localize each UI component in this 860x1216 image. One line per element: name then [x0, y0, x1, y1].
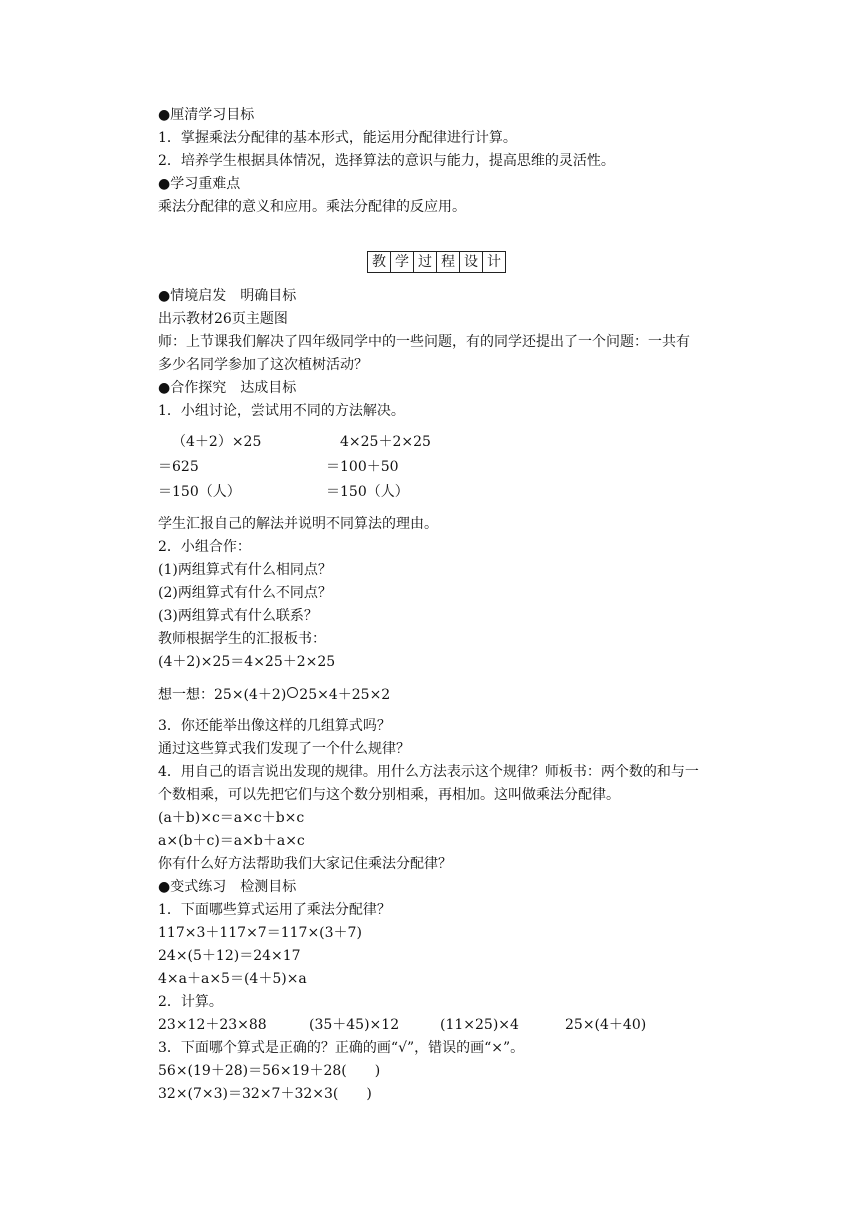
goal-item-1: 1．掌握乘法分配律的基本形式，能运用分配律进行计算。: [158, 130, 517, 146]
goal-heading: ●厘清学习目标: [158, 107, 255, 123]
teacher-line-1: 师：上节课我们解决了四年级同学中的一些问题，有的同学还提出了一个问题：一共有: [158, 334, 690, 350]
heading-char: 程: [436, 251, 460, 273]
key-points-heading: ●学习重难点: [158, 176, 241, 192]
process-design-heading: [367, 251, 505, 273]
heading-char: 学: [390, 251, 414, 273]
calc-right-line-1: 4×25＋2×25: [340, 434, 431, 450]
goal-item-2: 2．培养学生根据具体情况，选择算法的意识与能力，提高思维的灵活性。: [158, 153, 615, 169]
exercise-3-a: 56×(19＋28)＝56×19＋28( ): [158, 1063, 381, 1079]
exercise-2-item-1: 23×12＋23×88: [158, 1017, 267, 1033]
exercise-2: 2．计算。: [158, 994, 223, 1010]
calc-right-line-3: ＝150（人）: [326, 484, 409, 500]
exercise-2-item-3: (11×25)×4: [440, 1017, 519, 1033]
key-points-text: 乘法分配律的意义和应用。乘法分配律的反应用。: [158, 199, 466, 215]
exercise-1: 1．下面哪些算式运用了乘法分配律？: [158, 902, 391, 918]
board-formula: (4＋2)×25＝4×25＋2×25: [158, 654, 336, 670]
explore-step-4-line-2: 个数相乘，可以先把它们与这个数分别相乘，再相加。这叫做乘法分配律。: [158, 787, 620, 803]
question-2: (2)两组算式有什么不同点？: [158, 585, 332, 601]
question-3: (3)两组算式有什么联系？: [158, 608, 318, 624]
exercise-1-a: 117×3＋117×7＝117×(3＋7): [158, 925, 362, 941]
student-report: 学生汇报自己的解法并说明不同算法的理由。: [158, 516, 438, 532]
calc-left-line-2: ＝625: [158, 459, 199, 475]
exercise-1-c: 4×a＋a×5＝(4＋5)×a: [158, 971, 307, 987]
exercise-3-b: 32×(7×3)＝32×7＋32×3( ): [158, 1086, 372, 1102]
think-line: [158, 686, 390, 704]
calc-right-line-2: ＝100＋50: [326, 459, 399, 475]
heading-char: 过: [413, 251, 437, 273]
memory-question: 你有什么好方法帮助我们大家记住乘法分配律？: [158, 856, 452, 872]
calc-left-line-3: ＝150（人）: [158, 484, 241, 500]
distributive-rule-1: (a＋b)×c＝a×c＋b×c: [158, 810, 305, 826]
section-heading-practice: ●变式练习 检测目标: [158, 879, 297, 895]
section-heading-explore: ●合作探究 达成目标: [158, 380, 297, 396]
heading-char: 设: [459, 251, 483, 273]
explore-step-3b: 通过这些算式我们发现了一个什么规律？: [158, 741, 410, 757]
explore-step-3: 3．你还能举出像这样的几组算式吗？: [158, 718, 391, 734]
heading-char: 教: [367, 251, 391, 273]
explore-step-4-line-1: 4．用自己的语言说出发现的规律。用什么方法表示这个规律？师板书：两个数的和与一: [158, 764, 699, 780]
textbook-line: 出示教材26页主题图: [158, 311, 288, 327]
calc-left-line-1: （4＋2）×25: [172, 434, 262, 450]
section-heading-context: ●情境启发 明确目标: [158, 288, 297, 304]
question-1: (1)两组算式有什么相同点？: [158, 562, 332, 578]
explore-step-2: 2．小组合作：: [158, 539, 251, 555]
board-intro: 教师根据学生的汇报板书：: [158, 631, 326, 647]
think-prefix: 想一想：25×(4＋2): [158, 687, 287, 703]
exercise-2-item-2: (35＋45)×12: [309, 1017, 400, 1033]
explore-step-1: 1．小组讨论，尝试用不同的方法解决。: [158, 403, 405, 419]
teacher-line-2: 多少名同学参加了这次植树活动？: [158, 357, 368, 373]
exercise-2-item-4: 25×(4＋40): [565, 1017, 647, 1033]
exercise-1-b: 24×(5＋12)＝24×17: [158, 948, 301, 964]
think-suffix: 25×4＋25×2: [299, 687, 391, 703]
heading-char: 计: [482, 251, 506, 273]
exercise-3: 3．下面哪个算式是正确的？正确的画“√”，错误的画“×”。: [158, 1040, 525, 1056]
blank-circle-icon: [287, 687, 298, 698]
distributive-rule-2: a×(b＋c)＝a×b＋a×c: [158, 833, 305, 849]
